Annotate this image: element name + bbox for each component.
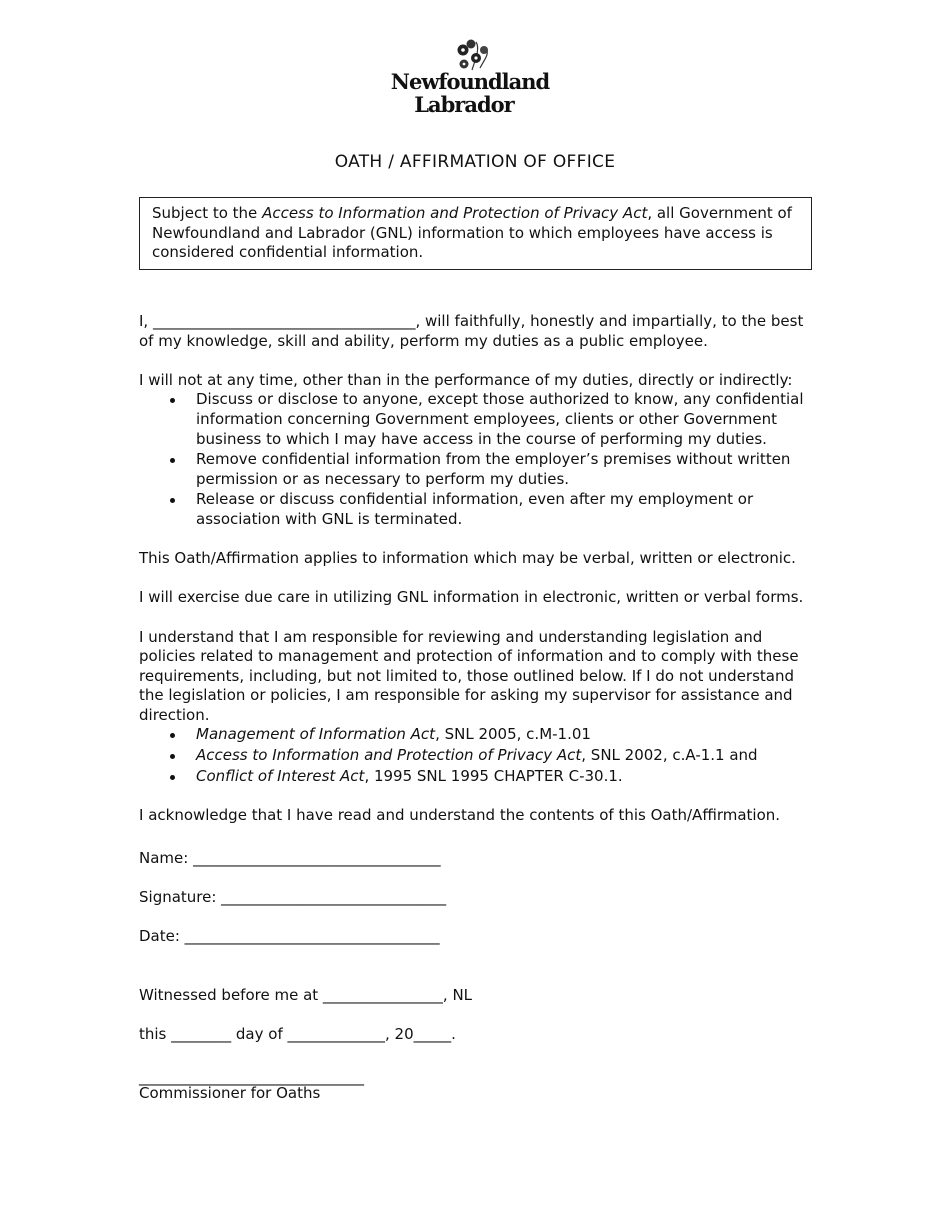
legislation-title: Management of Information Act [196,725,436,744]
legislation-item [196,725,811,745]
witness-location-field[interactable]: Witnessed before me at ________________, NL [139,986,473,1004]
confidentiality-notice [139,197,812,270]
prohibitions-list [139,390,811,529]
legislation-item [196,746,811,766]
oath-will-not: I will not at any time, other than in the performance of my duties, directly or indirectly: [139,370,793,389]
oath-intro: I, ___________________________________, will faithfully, honestly and impartially, to the best of my knowledge, skill and ability, perform my duties as a public employee. [139,312,804,350]
date-field[interactable]: Date: __________________________________ [139,927,440,945]
logo-line-2: Labrador [414,92,514,117]
commissioner-signature-line[interactable]: ______________________________ [139,1068,364,1086]
signature-field[interactable]: Signature: ______________________________ [139,888,447,906]
oath-applies: This Oath/Affirmation applies to information which may be verbal, written or electronic. [139,549,796,568]
newfoundland-labrador-logo [380,38,560,120]
pitcher-plant-icon [458,40,489,71]
logo-line-1: Newfoundland [390,69,550,94]
legislation-citation: , SNL 2002, c.A-1.1 and [581,746,758,765]
legislation-title: Access to Information and Protection of Privacy Act [196,746,582,765]
oath-due-care: I will exercise due care in utilizing GNL information in electronic, written or verbal forms. [139,588,804,607]
notice-prefix: Subject to the [152,204,263,222]
commissioner-label: Commissioner for Oaths [139,1084,321,1102]
oath-acknowledge: I acknowledge that I have read and understand the contents of this Oath/Affirmation. [139,805,781,824]
legislation-title: Conflict of Interest Act [196,766,365,785]
notice-suffix: , all Government of Newfoundland and Labrador (GNL) information to which employees have access is considered confidential information. [152,204,792,262]
oath-body [139,312,811,825]
notice-act-title: Access to Information and Protection of Privacy Act [262,204,648,222]
oath-understand: I understand that I am responsible for reviewing and understanding legislation and policies related to management and protection of information and to comply with these requirements, including, but not limited to, those outlined below. If I do not understand the legislation or policies, I am responsible for asking my supervisor for assistance and direction. [139,627,799,724]
witness-date-field[interactable]: this ________ day of _____________, 20_____. [139,1025,456,1043]
legislation-item [196,767,811,787]
page-title: OATH / AFFIRMATION OF OFFICE [334,152,616,172]
name-field[interactable]: Name: _________________________________ [139,849,441,867]
legislation-citation: , SNL 2005, c.M-1.01 [435,725,591,744]
prohibition-item: Discuss or disclose to anyone, except those authorized to know, any confidential information concerning Government employees, clients or other Government business to which I may have access in the course of performing my duties. [196,390,811,449]
legislation-citation: , 1995 SNL 1995 CHAPTER C-30.1. [364,766,623,785]
prohibition-item: Remove confidential information from the employer’s premises without written permission or as necessary to perform my duties. [196,450,811,489]
legislation-list [139,725,811,786]
prohibition-item: Release or discuss confidential information, even after my employment or association with GNL is terminated. [196,490,811,529]
